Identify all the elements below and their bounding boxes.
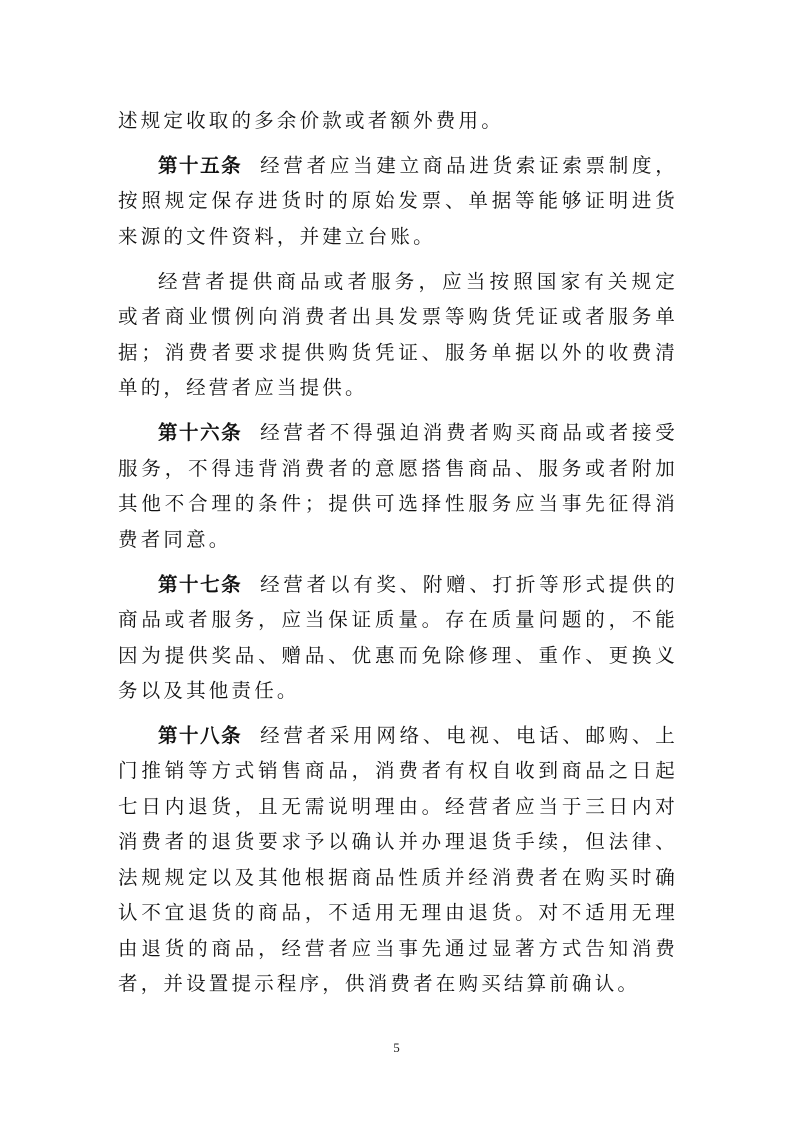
paragraph-text: 经营者以有奖、附赠、打折等形式提供的商品或者服务，应当保证质量。存在质量问题的，不能因为提供奖品、赠品、优惠而免除修理、重作、更换义务以及其他责任。: [118, 572, 678, 703]
article-17: [118, 567, 678, 709]
article-heading: 第十八条: [158, 723, 243, 747]
page-number: 5: [393, 1040, 400, 1055]
article-heading: 第十六条: [158, 421, 243, 445]
paragraph-text: 述规定收取的多余价款或者额外费用。: [118, 109, 504, 132]
article-heading: 第十七条: [158, 572, 243, 596]
article-18: [118, 718, 678, 1002]
paragraph-text: 经营者应当建立商品进货索证索票制度，按照规定保存进货时的原始发票、单据等能够证明进货来源的文件资料，并建立台账。: [118, 153, 678, 248]
article-15-paragraph-2: [118, 264, 678, 406]
paragraph-text: 经营者提供商品或者服务，应当按照国家有关规定或者商业惯例向消费者出具发票等购货凭证或者服务单据；消费者要求提供购货凭证、服务单据以外的收费清单的，经营者应当提供。: [118, 269, 678, 400]
article-16: [118, 415, 678, 557]
paragraph-text: 经营者采用网络、电视、电话、邮购、上门推销等方式销售商品，消费者有权自收到商品之日起七日内退货，且无需说明理由。经营者应当于三日内对消费者的退货要求予以确认并办理退货手续，但法律、法规规定以及其他根据商品性质并经消费者在购买时确认不宜退货的商品，不适用无理由退货。对不适用无理由退货的商品，经营者应当事先通过显著方式告知消费者，并设置提示程序，供消费者在购买结算前确认。: [118, 723, 678, 996]
paragraph-continuation: [118, 103, 678, 139]
document-body: [118, 103, 678, 1011]
article-15: [118, 148, 678, 255]
paragraph-text: 经营者不得强迫消费者购买商品或者接受服务，不得违背消费者的意愿搭售商品、服务或者附加其他不合理的条件；提供可选择性服务应当事先征得消费者同意。: [118, 421, 678, 551]
article-heading: 第十五条: [158, 153, 243, 177]
